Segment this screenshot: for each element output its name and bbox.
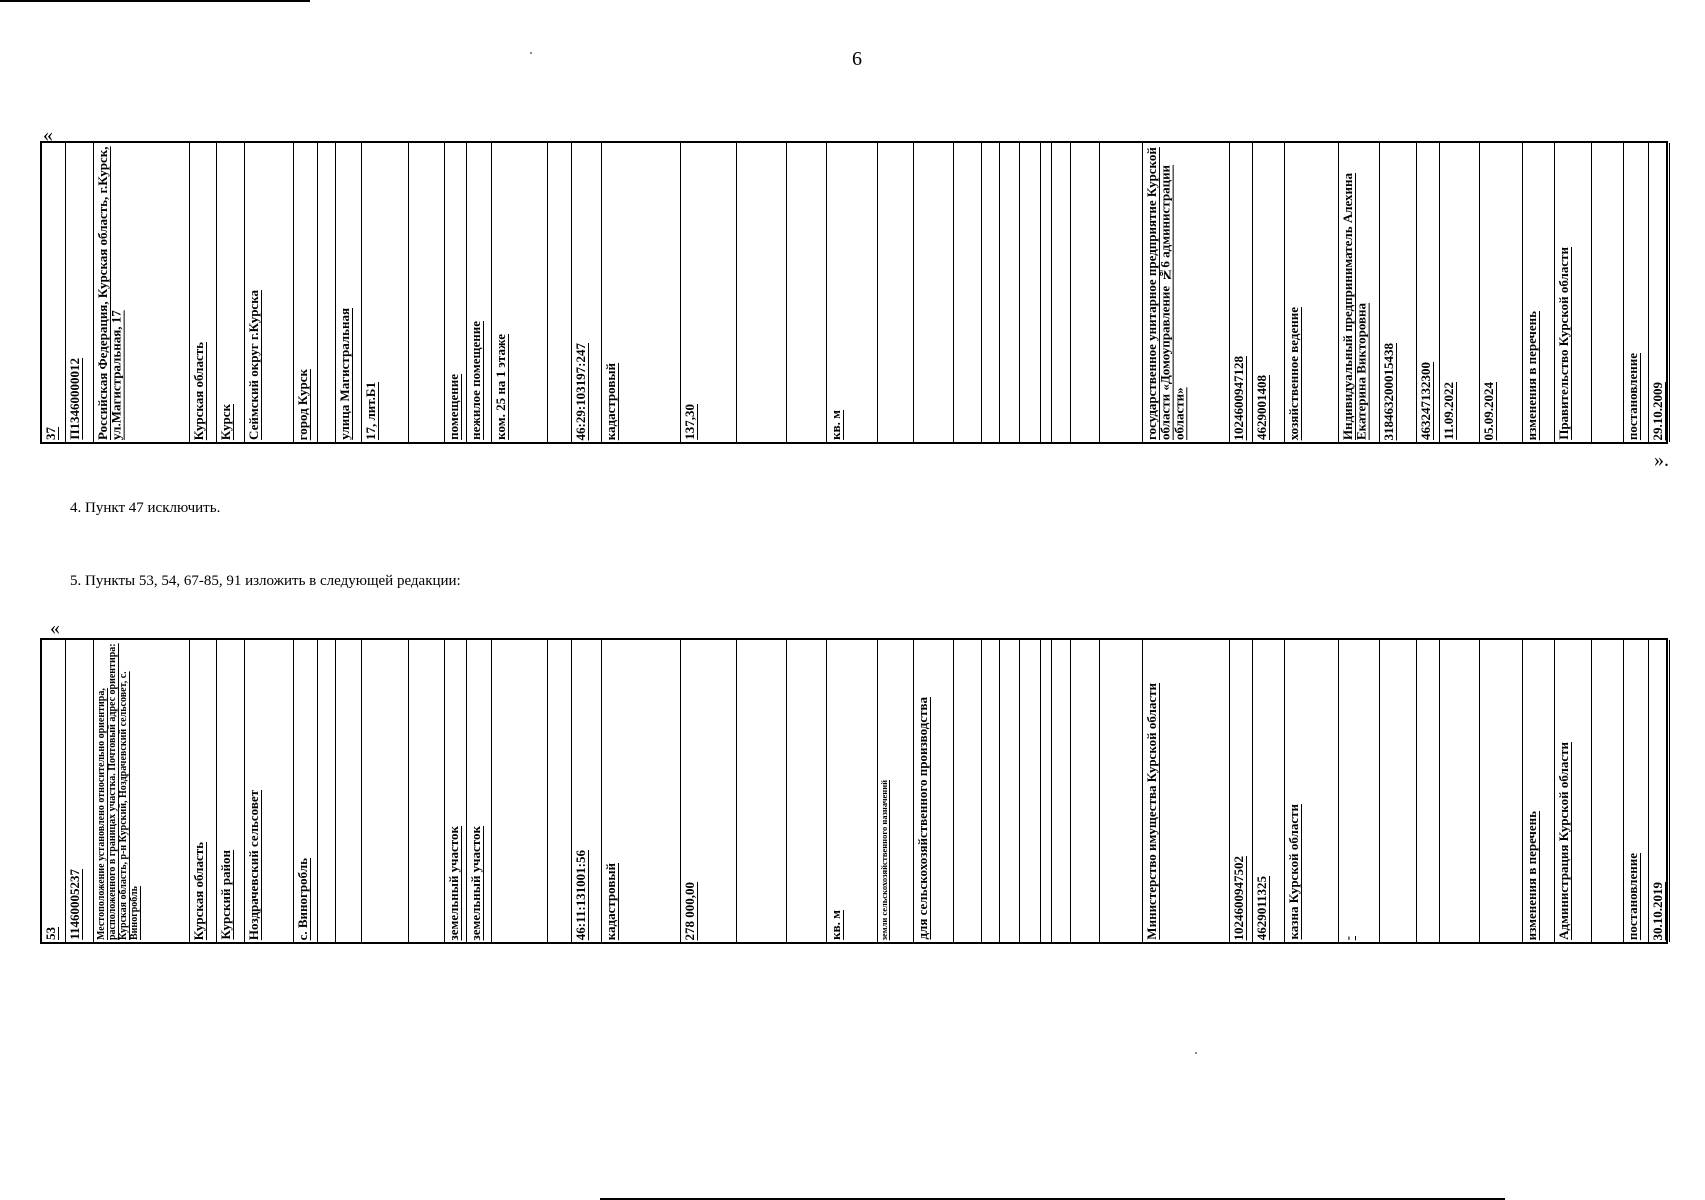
row53-cell-42	[1555, 640, 1592, 942]
row53-cell-4	[190, 640, 217, 942]
row37-cell-text: хозяйственное ведение	[1286, 306, 1301, 440]
row37-cell-text: нежилое помещение	[468, 321, 483, 440]
row37-cell-29	[1052, 143, 1071, 442]
row53-cell-8	[318, 640, 336, 942]
row37-cell-20	[787, 143, 827, 442]
row-37-table	[40, 141, 1668, 444]
row53-cell-44	[1624, 640, 1649, 942]
row37-cell-text: Курская область	[191, 341, 206, 440]
row37-cell-text: Сеймский округ г.Курска	[246, 290, 261, 440]
row53-cell-3	[94, 640, 190, 942]
row53-cell-25	[982, 640, 1000, 942]
row37-cell-3	[94, 143, 190, 442]
row37-cell-25	[982, 143, 1000, 442]
row37-cell-39	[1440, 143, 1480, 442]
paragraph-5: 5. Пункты 53, 54, 67-85, 91 изложить в следующей редакции:	[70, 573, 461, 589]
row53-cell-text: Администрация Курской области	[1556, 742, 1571, 940]
row53-cell-12	[445, 640, 467, 942]
row37-cell-5	[217, 143, 245, 442]
open-quote-row53: «	[50, 617, 60, 639]
row37-cell-21	[827, 143, 878, 442]
row-53-table	[40, 638, 1668, 944]
row37-cell-text: 17, лит.Б1	[363, 381, 378, 440]
row37-cell-17	[602, 143, 681, 442]
row37-cell-34	[1253, 143, 1285, 442]
row37-cell-31	[1100, 143, 1143, 442]
paragraph-4: 4. Пункт 47 исключить.	[70, 500, 221, 516]
row53-cell-18	[681, 640, 737, 942]
row53-cell-text: Ноздрачевский сельсовет	[246, 789, 261, 940]
row53-cell-text: кв. м	[828, 910, 843, 940]
row37-cell-text: 463247132300	[1418, 362, 1433, 440]
row37-cell-45	[1649, 143, 1670, 442]
row37-cell-text: 05.09.2024	[1481, 381, 1496, 440]
row37-cell-28	[1041, 143, 1052, 442]
row53-cell-text: 46:11:131001:56	[573, 849, 588, 940]
row53-cell-40	[1480, 640, 1523, 942]
row53-cell-30	[1071, 640, 1100, 942]
row37-cell-text: изменения в перечень	[1524, 310, 1539, 440]
row53-cell-text: 30.10.2019	[1650, 881, 1665, 940]
row53-cell-14	[492, 640, 548, 942]
row37-cell-7	[294, 143, 318, 442]
row53-cell-text: Министерство имущества Курской области	[1144, 683, 1159, 940]
row37-cell-text: постановление	[1625, 352, 1640, 440]
row37-cell-text: Российская Федерация, Курская область, г.Курск, ул.Магистральная, 17	[95, 146, 124, 440]
row37-cell-32	[1143, 143, 1230, 442]
row53-cell-text: с. Виногробль	[295, 857, 310, 940]
row53-cell-13	[467, 640, 492, 942]
row53-cell-text: кадастровый	[603, 862, 618, 940]
row37-cell-44	[1624, 143, 1649, 442]
row53-cell-32	[1143, 640, 1230, 942]
row53-cell-text: 11460005237	[67, 869, 82, 940]
row37-cell-33	[1230, 143, 1253, 442]
row53-cell-22	[878, 640, 914, 942]
top-edge-rule	[0, 0, 310, 2]
row37-cell-text: кадастровый	[603, 362, 618, 440]
row37-cell-text: 29.10.2009	[1650, 381, 1665, 440]
row37-cell-4	[190, 143, 217, 442]
row53-cell-19	[737, 640, 787, 942]
row37-cell-11	[409, 143, 445, 442]
row37-cell-text: город Курск	[295, 368, 310, 440]
row37-cell-text: кв. м	[828, 410, 843, 440]
row37-cell-text: П13460000012	[67, 358, 82, 440]
row53-cell-15	[548, 640, 572, 942]
row53-cell-text: казна Курской области	[1286, 804, 1301, 940]
row53-cell-11	[409, 640, 445, 942]
row37-cell-15	[548, 143, 572, 442]
row53-cell-text: постановление	[1625, 852, 1640, 940]
row37-cell-40	[1480, 143, 1523, 442]
row53-cell-34	[1253, 640, 1285, 942]
row53-cell-41	[1523, 640, 1555, 942]
row37-cell-6	[245, 143, 294, 442]
row37-cell-8	[318, 143, 336, 442]
row37-cell-text: улица Магистральная	[337, 308, 352, 440]
row53-cell-17	[602, 640, 681, 942]
row37-cell-text: 137,30	[682, 404, 697, 440]
row53-cell-6	[245, 640, 294, 942]
row37-cell-36	[1339, 143, 1380, 442]
row53-cell-43	[1592, 640, 1624, 942]
row37-cell-text: 46:29:103197:247	[573, 342, 588, 440]
row53-cell-28	[1041, 640, 1052, 942]
row53-cell-45	[1649, 640, 1670, 942]
row37-cell-1	[42, 143, 66, 442]
row53-cell-31	[1100, 640, 1143, 942]
row53-cell-7	[294, 640, 318, 942]
row53-cell-text: 278 000,00	[682, 881, 697, 940]
row53-cell-24	[954, 640, 982, 942]
row53-cell-text: для сельскохозяйственного производства	[915, 697, 930, 940]
row53-cell-text: Курская область	[191, 841, 206, 940]
scan-speck	[530, 52, 532, 54]
row37-cell-text: 1024600947128	[1231, 355, 1246, 440]
row37-cell-23	[914, 143, 954, 442]
row37-cell-43	[1592, 143, 1624, 442]
row37-cell-text: 37	[43, 427, 58, 440]
row37-cell-text: государственное унитарное предприятие Курской области «Домоуправление №6 администрации области»	[1144, 147, 1187, 440]
row37-cell-42	[1555, 143, 1592, 442]
row53-cell-text: -	[1340, 935, 1355, 940]
row53-cell-37	[1380, 640, 1417, 942]
row53-cell-20	[787, 640, 827, 942]
row37-cell-22	[878, 143, 914, 442]
row53-cell-33	[1230, 640, 1253, 942]
row53-cell-text: изменения в перечень	[1524, 810, 1539, 940]
row37-cell-37	[1380, 143, 1417, 442]
row37-cell-16	[572, 143, 602, 442]
close-quote-row37: ».	[1654, 449, 1669, 471]
row53-cell-text: земельный участок	[468, 825, 483, 940]
row37-cell-24	[954, 143, 982, 442]
row53-cell-text: 1024600947502	[1231, 855, 1246, 940]
row37-cell-18	[681, 143, 737, 442]
row53-cell-21	[827, 640, 878, 942]
row53-cell-5	[217, 640, 245, 942]
row37-cell-12	[445, 143, 467, 442]
row53-cell-38	[1417, 640, 1440, 942]
row53-cell-text: Местоположение установлено относительно ориентира, расположенного в границах участка. Почтовый адрес ориентира: Курская область, р-н Курский, Ноздрачевский сельсовет, с. Виногробль	[96, 643, 140, 940]
row53-cell-2	[66, 640, 94, 942]
row53-cell-text: Курский район	[218, 850, 233, 940]
row53-cell-23	[914, 640, 954, 942]
row37-cell-text: 4629001408	[1254, 375, 1269, 440]
page-number: 6	[852, 48, 862, 70]
row37-cell-27	[1020, 143, 1041, 442]
row53-cell-text: земельный участок	[446, 825, 461, 940]
row37-cell-text: Курск	[218, 403, 233, 440]
row53-cell-text: 4629011325	[1254, 875, 1269, 940]
scan-speck	[1195, 1052, 1197, 1054]
row37-cell-9	[336, 143, 362, 442]
row37-cell-41	[1523, 143, 1555, 442]
row37-cell-19	[737, 143, 787, 442]
row53-cell-10	[362, 640, 409, 942]
row37-cell-13	[467, 143, 492, 442]
row53-cell-35	[1285, 640, 1339, 942]
row37-cell-text: 318463200015438	[1381, 342, 1396, 440]
row37-cell-text: Индивидуальный предприниматель Алехина Екатерина Викторовна	[1340, 172, 1369, 440]
row53-cell-29	[1052, 640, 1071, 942]
row37-cell-14	[492, 143, 548, 442]
row53-cell-text: 53	[43, 927, 58, 940]
row53-cell-text: земли сельскохозяйственного назначений	[879, 779, 889, 940]
row53-cell-36	[1339, 640, 1380, 942]
row53-cell-1	[42, 640, 66, 942]
row37-cell-text: помещение	[446, 374, 461, 440]
row37-cell-2	[66, 143, 94, 442]
row53-cell-9	[336, 640, 362, 942]
row37-cell-35	[1285, 143, 1339, 442]
row37-cell-text: ком. 25 на 1 этаже	[493, 334, 508, 440]
row37-cell-text: 11.09.2022	[1441, 382, 1456, 440]
row37-cell-30	[1071, 143, 1100, 442]
row53-cell-16	[572, 640, 602, 942]
row53-cell-26	[1000, 640, 1020, 942]
row53-cell-27	[1020, 640, 1041, 942]
row53-cell-39	[1440, 640, 1480, 942]
row37-cell-10	[362, 143, 409, 442]
open-quote-row37: «	[43, 124, 53, 146]
row37-cell-26	[1000, 143, 1020, 442]
row37-cell-text: Правительство Курской области	[1556, 247, 1571, 440]
row37-cell-38	[1417, 143, 1440, 442]
